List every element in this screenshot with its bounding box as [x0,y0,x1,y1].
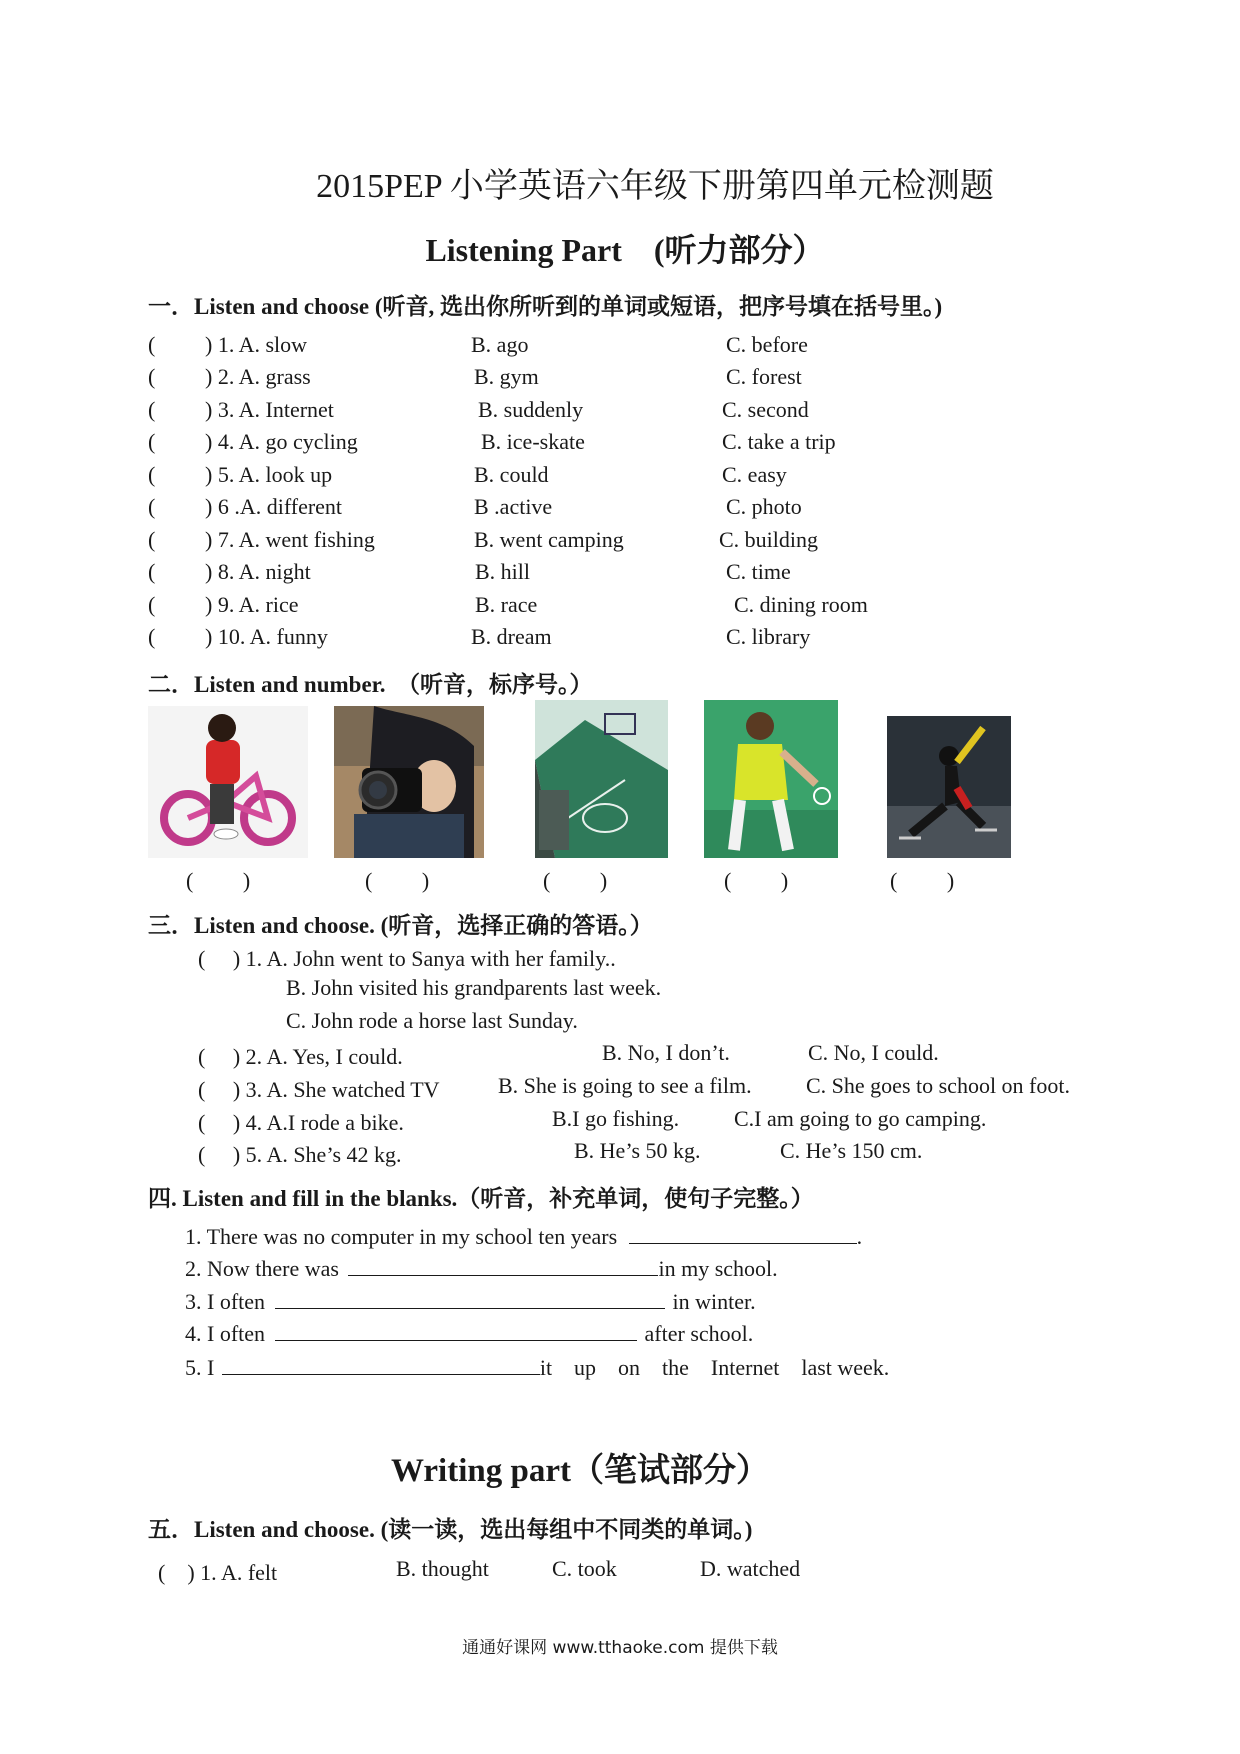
s5-q1-option-d: D. watched [700,1556,801,1581]
writing-part-title: Writing part（笔试部分） [391,1453,769,1489]
option-c: C. take a trip [722,429,836,454]
footer-credit: 通通好课网 www.tthaoke.com 提供下载 [462,1638,778,1658]
s4-sentence-5 [185,1351,889,1382]
s4-sentence-4-end: after school. [644,1321,754,1346]
answer-paren-open[interactable]: ( [148,527,156,552]
s3-q4-option-b: B.I go fishing. [552,1106,680,1131]
s3-q3-option-a: ( ) 3. A. She watched TV [198,1077,440,1102]
option-b: B. gym [474,364,539,389]
answer-paren-open[interactable]: ( [148,494,156,519]
picture-1-answer: ( ) [186,868,251,893]
section-2-heading: 二．Listen and number. （听音，标序号。） [148,672,593,697]
picture-2-answer: ( ) [365,868,430,893]
option-b: B. dream [471,624,552,649]
s4-sentence-2-end: in my school. [658,1256,778,1281]
s3-q4-option-c: C.I am going to go camping. [734,1106,987,1131]
s4-sentence-1-start: 1. There was no computer in my school ten years [185,1224,618,1249]
s5-q1-option-a: ( ) 1. A. felt [158,1560,278,1585]
option-b: B. could [474,462,549,487]
picture-5-answer: ( ) [890,868,955,893]
s5-q1-option-c: C. took [552,1556,617,1581]
picture-girl-cycling [148,706,308,858]
s4-sentence-3-start: 3. I often [185,1289,266,1314]
option-c: C. second [722,397,809,422]
option-a: ) 1. A. slow [205,332,308,357]
s3-q5-option-c: C. He’s 150 cm. [780,1138,923,1163]
s4-sentence-2 [185,1253,778,1282]
s4-sentence-4 [185,1318,753,1347]
s3-q4-option-a: ( ) 4. A.I rode a bike. [198,1110,404,1135]
option-a: ) 8. A. night [205,559,311,584]
option-c: C. photo [726,494,802,519]
s4-sentence-3 [185,1286,756,1315]
option-b: B. hill [475,559,531,584]
picture-photographer [334,706,484,858]
s4-blank-3[interactable] [275,1286,665,1309]
option-c: C. before [726,332,808,357]
s4-blank-4[interactable] [275,1318,637,1341]
section-3-heading: 三．Listen and choose. (听音，选择正确的答语。） [148,913,653,938]
option-c: C. building [719,527,819,552]
s4-sentence-1 [185,1221,862,1250]
picture-3-answer: ( ) [543,868,608,893]
option-b: B. race [475,592,538,617]
picture-4-answer: ( ) [724,868,789,893]
option-a: ) 7. A. went fishing [205,527,375,552]
option-b: B. ago [471,332,529,357]
s5-q1-option-b: B. thought [396,1556,489,1581]
picture-speed-skater [887,716,1011,858]
answer-paren-open[interactable]: ( [148,364,156,389]
answer-paren-open[interactable]: ( [148,332,156,357]
s3-q1-option-c: C. John rode a horse last Sunday. [286,1008,578,1033]
option-b: B. suddenly [478,397,584,422]
option-c: C. time [726,559,791,584]
option-c: C. dining room [734,592,868,617]
answer-paren-open[interactable]: ( [148,624,156,649]
s3-q2-option-a: ( ) 2. A. Yes, I could. [198,1044,403,1069]
s4-sentence-2-start: 2. Now there was [185,1256,339,1281]
option-a: ) 4. A. go cycling [205,429,358,454]
s4-sentence-5-start: 5. I [185,1355,215,1380]
answer-paren-open[interactable]: ( [148,462,156,487]
s4-sentence-4-start: 4. I often [185,1321,266,1346]
section-4-heading: 四. Listen and fill in the blanks.（听音，补充单词，使句子完整。） [148,1186,814,1211]
option-c: C. library [726,624,811,649]
s4-sentence-3-end: in winter. [672,1289,756,1314]
option-a: ) 10. A. funny [205,624,328,649]
option-a: ) 6 .A. different [205,494,343,519]
option-a: ) 5. A. look up [205,462,333,487]
option-b: B. ice-skate [481,429,585,454]
s4-sentence-1-end: . [856,1224,863,1249]
listening-part-title: Listening Part (听力部分） [425,232,825,268]
answer-paren-open[interactable]: ( [148,592,156,617]
option-b: B. went camping [474,527,624,552]
s3-q2-option-c: C. No, I could. [808,1040,939,1065]
s4-blank-5[interactable] [222,1352,540,1375]
s4-blank-1[interactable] [629,1221,857,1244]
s3-q3-option-b: B. She is going to see a film. [498,1073,752,1098]
option-b: B .active [474,494,553,519]
section-1-heading: 一．Listen and choose (听音, 选出你所听到的单词或短语，把序号填在括号里。) [148,294,943,319]
s3-q5-option-a: ( ) 5. A. She’s 42 kg. [198,1142,402,1167]
s4-sentence-5-end: it up on the Internet last week. [539,1355,890,1380]
page-title: 2015PEP 小学英语六年级下册第四单元检测题 [316,168,994,205]
s3-q2-option-b: B. No, I don’t. [602,1040,730,1065]
s3-q1-option-b: B. John visited his grandparents last week. [286,975,662,1000]
s3-q3-option-c: C. She goes to school on foot. [806,1073,1070,1098]
section-5-heading: 五．Listen and choose. (读一读，选出每组中不同类的单词。) [148,1517,753,1542]
option-c: C. forest [726,364,802,389]
answer-paren-open[interactable]: ( [148,397,156,422]
s3-q1-option-a: ( ) 1. A. John went to Sanya with her family.. [198,946,616,971]
picture-basketball-court [535,700,668,858]
option-c: C. easy [722,462,787,487]
option-a: ) 3. A. Internet [205,397,334,422]
answer-paren-open[interactable]: ( [148,429,156,454]
s3-q5-option-b: B. He’s 50 kg. [574,1138,701,1163]
picture-badminton-player [704,700,838,858]
option-a: ) 9. A. rice [205,592,299,617]
answer-paren-open[interactable]: ( [148,559,156,584]
s4-blank-2[interactable] [348,1253,658,1276]
option-a: ) 2. A. grass [205,364,311,389]
